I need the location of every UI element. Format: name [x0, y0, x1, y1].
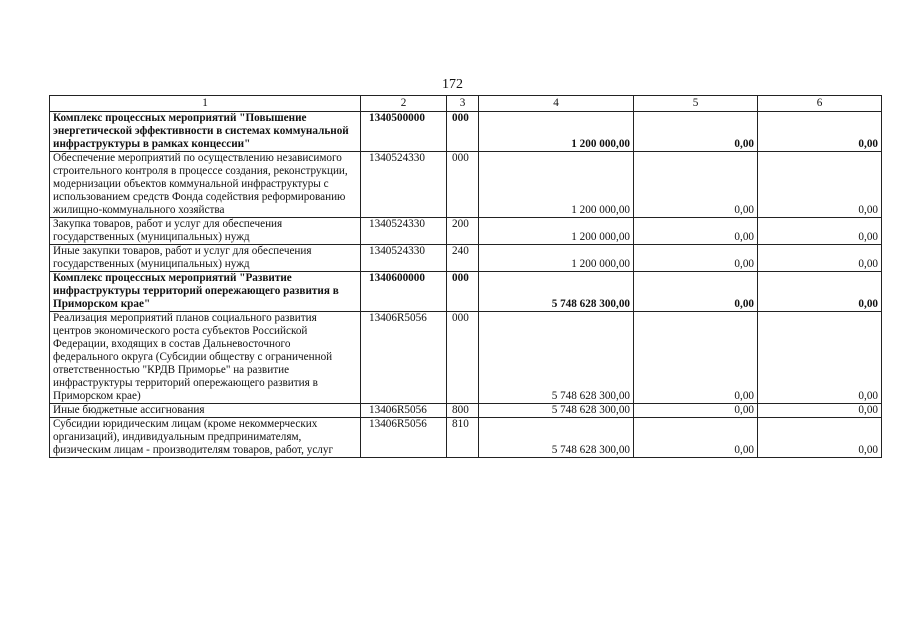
row-amount-cell: 0,00 [758, 418, 882, 458]
row-amount-cell: 0,00 [634, 272, 758, 312]
table-row [50, 245, 882, 272]
table-row [50, 218, 882, 245]
column-header: 2 [361, 96, 447, 112]
row-type-cell: 000 [447, 272, 479, 312]
row-amount-cell: 0,00 [758, 112, 882, 152]
column-header: 1 [50, 96, 361, 112]
table-row [50, 272, 882, 312]
column-header: 5 [634, 96, 758, 112]
row-name-cell: Субсидии юридическим лицам (кроме некоммерческих организаций), индивидуальным предпринимателям, физическим лицам - производителям товаров, работ, услуг [50, 418, 361, 458]
row-code-cell: 13406R5056 [361, 312, 447, 404]
row-amount-cell: 1 200 000,00 [479, 218, 634, 245]
table-row [50, 152, 882, 218]
row-amount-cell: 5 748 628 300,00 [479, 404, 634, 418]
table-row [50, 418, 882, 458]
row-amount-cell: 0,00 [758, 245, 882, 272]
row-name-cell: Комплекс процессных мероприятий "Повышение энергетической эффективности в системах коммунальной инфраструктуры в рамках концессии" [50, 112, 361, 152]
column-header-row [50, 96, 882, 112]
row-amount-cell: 0,00 [634, 418, 758, 458]
row-code-cell: 1340500000 [361, 112, 447, 152]
row-type-cell: 000 [447, 112, 479, 152]
row-name-cell: Обеспечение мероприятий по осуществлению независимого строительного контроля в процессе создания, реконструкции, модернизации объектов коммунальной инфраструктуры с использованием средств Фонда содействия реформированию жилищно-коммунального хозяйства [50, 152, 361, 218]
row-code-cell: 1340524330 [361, 218, 447, 245]
row-type-cell: 000 [447, 152, 479, 218]
row-amount-cell: 5 748 628 300,00 [479, 418, 634, 458]
row-amount-cell: 0,00 [758, 272, 882, 312]
row-amount-cell: 0,00 [634, 218, 758, 245]
row-type-cell: 240 [447, 245, 479, 272]
row-amount-cell: 5 748 628 300,00 [479, 312, 634, 404]
row-amount-cell: 0,00 [634, 112, 758, 152]
row-code-cell: 1340600000 [361, 272, 447, 312]
row-code-cell: 13406R5056 [361, 404, 447, 418]
row-type-cell: 000 [447, 312, 479, 404]
row-amount-cell: 0,00 [634, 245, 758, 272]
row-amount-cell: 1 200 000,00 [479, 152, 634, 218]
row-amount-cell: 1 200 000,00 [479, 112, 634, 152]
row-code-cell: 1340524330 [361, 152, 447, 218]
row-code-cell: 13406R5056 [361, 418, 447, 458]
page-number: 172 [442, 77, 463, 92]
row-amount-cell: 0,00 [758, 404, 882, 418]
row-name-cell: Комплекс процессных мероприятий "Развитие инфраструктуры территорий опережающего развития в Приморском крае" [50, 272, 361, 312]
row-name-cell: Иные закупки товаров, работ и услуг для обеспечения государственных (муниципальных) нужд [50, 245, 361, 272]
row-amount-cell: 0,00 [634, 152, 758, 218]
column-header: 4 [479, 96, 634, 112]
row-name-cell: Закупка товаров, работ и услуг для обеспечения государственных (муниципальных) нужд [50, 218, 361, 245]
row-amount-cell: 0,00 [758, 218, 882, 245]
table-row [50, 112, 882, 152]
row-code-cell: 1340524330 [361, 245, 447, 272]
row-amount-cell: 0,00 [758, 152, 882, 218]
table-row [50, 404, 882, 418]
column-header: 6 [758, 96, 882, 112]
row-amount-cell: 5 748 628 300,00 [479, 272, 634, 312]
row-name-cell: Иные бюджетные ассигнования [50, 404, 361, 418]
column-header: 3 [447, 96, 479, 112]
table-row [50, 312, 882, 404]
row-type-cell: 810 [447, 418, 479, 458]
row-amount-cell: 0,00 [634, 312, 758, 404]
row-type-cell: 200 [447, 218, 479, 245]
row-name-cell: Реализация мероприятий планов социального развития центров экономического роста субъектов Российской Федерации, входящих в состав Дальневосточного федерального округа (Субсидии обществу с ограниченной ответственностью "КРДВ Приморье" на развитие инфраструктуры территорий опережающего развития в Приморском крае) [50, 312, 361, 404]
row-type-cell: 800 [447, 404, 479, 418]
budget-table [49, 95, 882, 458]
row-amount-cell: 1 200 000,00 [479, 245, 634, 272]
row-amount-cell: 0,00 [634, 404, 758, 418]
row-amount-cell: 0,00 [758, 312, 882, 404]
